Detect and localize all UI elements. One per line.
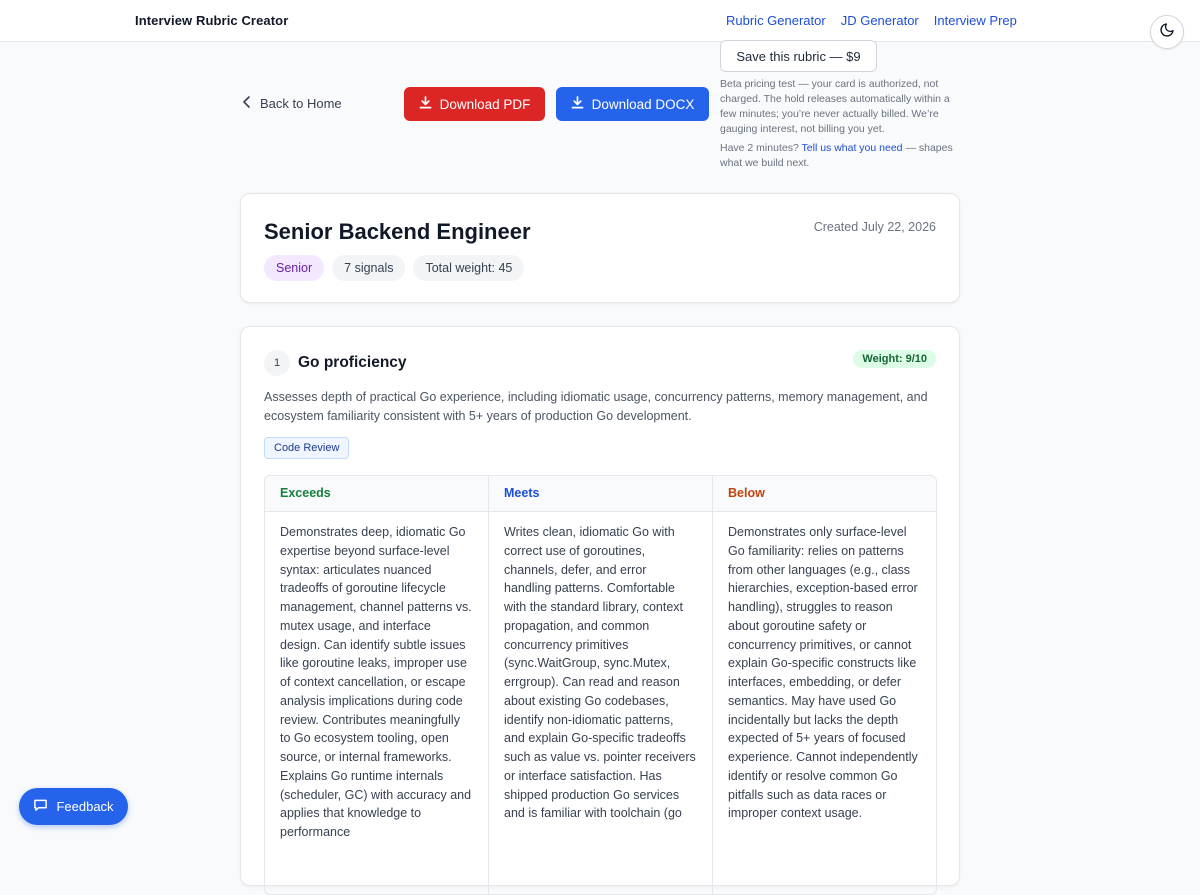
signal-title: Go proficiency [298,354,407,371]
beta-pricing-note: Beta pricing test — your card is authorized, not charged. The hold releases automatically within a few minutes; you’re never actually billed. We’re gauging interest, not billing you yet. [720,78,950,135]
download-pdf-button[interactable] [404,87,545,121]
save-rubric-button[interactable]: Save this rubric — $9 [720,40,877,72]
below-cell: Demonstrates only surface-level Go familiarity: relies on patterns from other languages (e.g., class hierarchies, exception-based error handling), struggles to reason about goroutine safety or concurrency primitives, or cannot explain Go-specific constructs like interfaces, embedding, or defer semantics. May have used Go incidentally but lacks the depth expected of 5+ years of focused experience. Cannot independently identify or resolve common Go pitfalls such as data races or improper context usage. [728,525,918,821]
back-label: Back to Home [260,96,342,111]
rubric-header-card [240,193,960,303]
download-icon [571,96,584,112]
exceeds-cell: Demonstrates deep, idiomatic Go expertise beyond surface-level syntax: articulates nuanced tradeoffs of goroutine lifecycle management, channel patterns vs. mutex usage, and interface design. Can identify subtle issues like goroutine leaks, improper use of context cancellation, or escape analysis implications during code review. Contributes meaningfully to Go ecosystem tooling, open source, or internal frameworks. Explains Go runtime internals (scheduler, GC) with accuracy and applies that knowledge to performance [265,512,489,895]
level-badge: Senior [264,255,324,281]
column-exceeds: Exceeds [265,476,489,511]
nav-link-rubric-generator[interactable]: Rubric Generator [726,13,826,28]
survey-suffix: — shapes what we build next. [720,142,953,169]
created-date: Created July 22, 2026 [813,220,936,234]
download-docx-label: Download DOCX [591,96,695,112]
chevron-left-icon [242,96,252,111]
survey-note [720,141,965,171]
theme-toggle-button[interactable] [1150,15,1184,49]
download-docx-button[interactable] [556,87,709,121]
column-meets: Meets [489,476,713,511]
app-brand[interactable]: Interview Rubric Creator [135,13,289,28]
signal-card [240,326,960,886]
meets-cell: Writes clean, idiomatic Go with correct use of goroutines, channels, defer, and error handling patterns. Comfortable with the standard library, context propagation, and common concurrency primitives (sync.WaitGroup, sync.Mutex, errgroup). Can read and reason about existing Go codebases, identify non-idiomatic patterns, and explain Go-specific tradeoffs such as value vs. pointer receivers or interface satisfaction. Has shipped production Go services and is familiar with toolchain (go [489,512,713,895]
survey-prefix: Have 2 minutes? [720,142,799,154]
feedback-button[interactable] [19,788,128,825]
nav-link-jd-generator[interactable]: JD Generator [840,13,919,28]
table-row [265,512,936,895]
signal-description: Assesses depth of practical Go experience, including idiomatic usage, concurrency patterns, memory management, and ecosystem familiarity consistent with 5+ years of production Go development. [264,390,928,423]
back-to-home-link[interactable] [242,96,342,111]
survey-link[interactable]: Tell us what you need [801,142,903,154]
rubric-title: Senior Backend Engineer [264,219,531,244]
chat-icon [33,798,48,815]
total-weight-badge: Total weight: 45 [413,255,524,281]
table-header-row [265,476,936,512]
rubric-table [264,475,937,895]
top-nav-bar [0,0,1200,42]
rubric-meta [264,255,524,281]
feedback-label: Feedback [56,799,114,814]
column-below: Below [728,486,765,500]
nav-links [726,13,1017,28]
weight-badge: Weight: 9/10 [853,350,936,368]
download-icon [419,96,432,112]
moon-icon [1159,22,1175,43]
interview-type-tag: Code Review [264,437,349,459]
signals-count-badge: 7 signals [332,255,405,281]
download-pdf-label: Download PDF [439,96,531,112]
signal-number: 1 [264,350,290,376]
nav-link-interview-prep[interactable]: Interview Prep [933,13,1017,28]
